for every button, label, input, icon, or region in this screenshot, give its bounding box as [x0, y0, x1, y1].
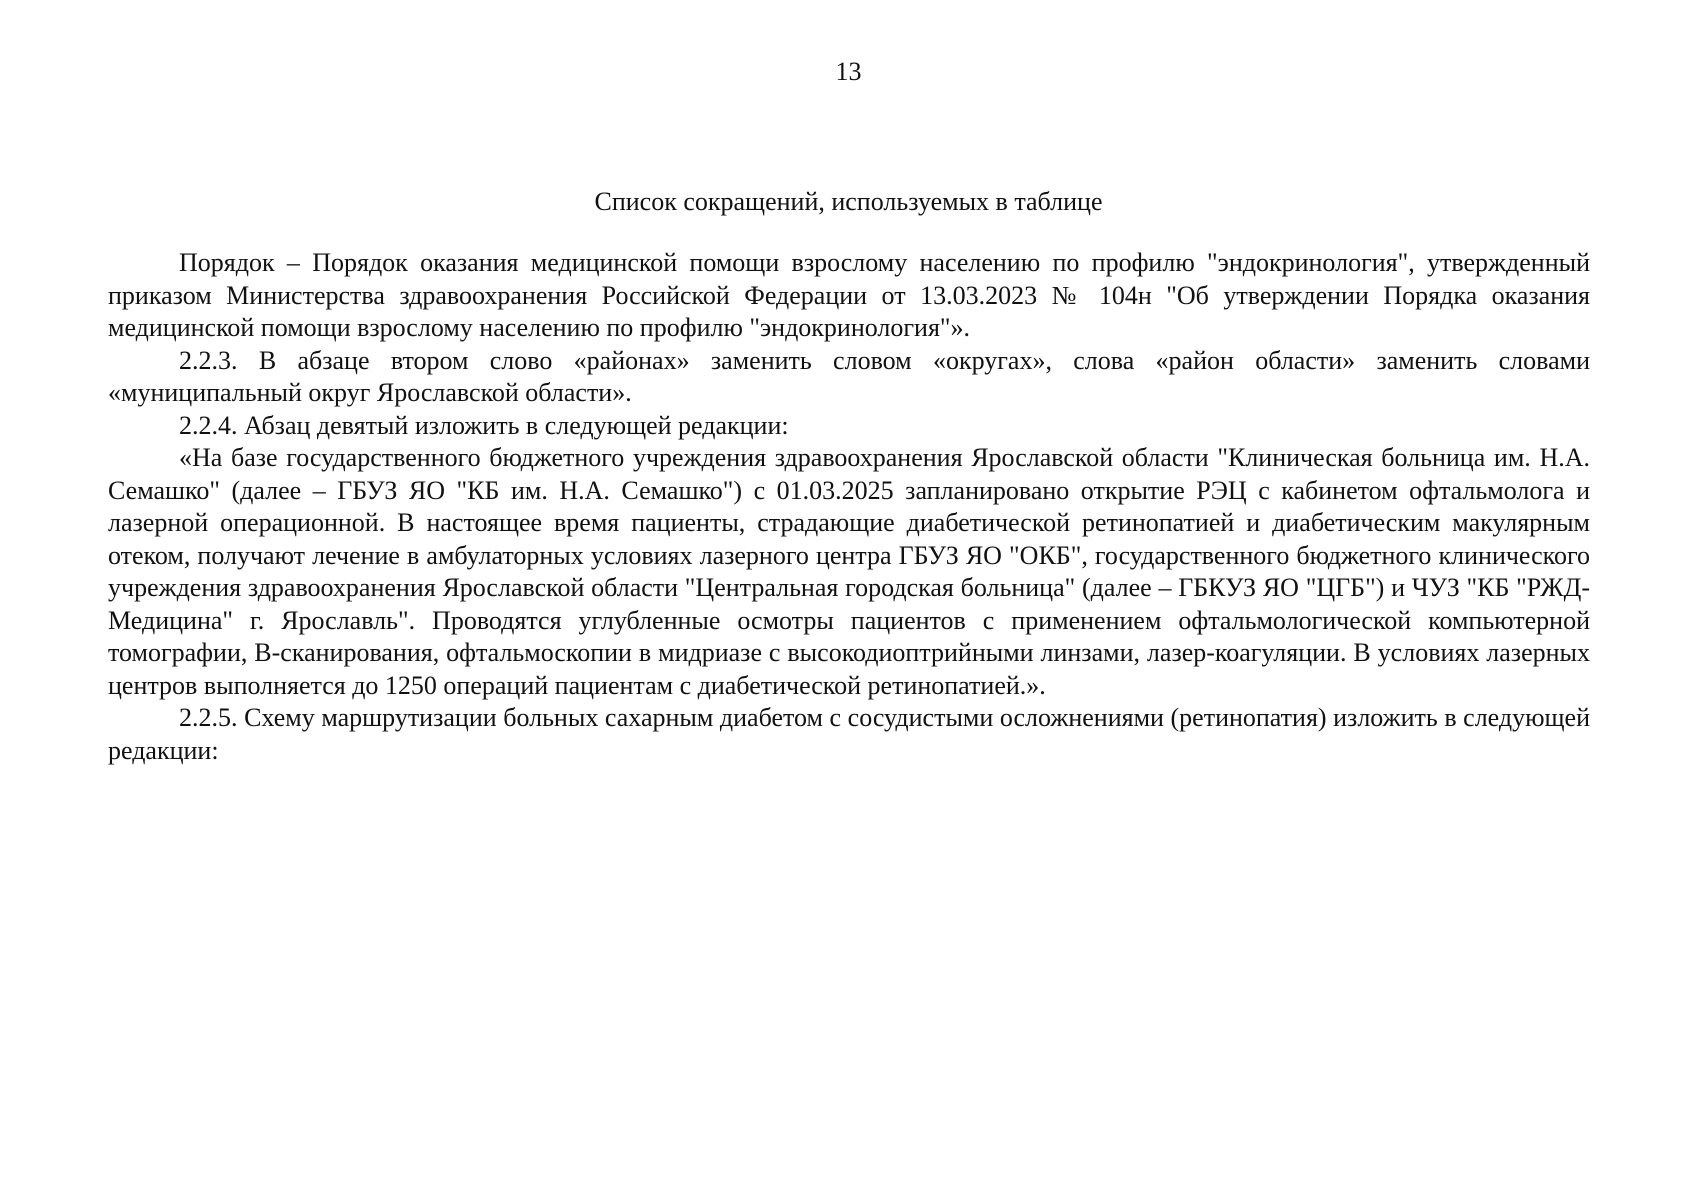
- paragraph-quoted-text: «На базе государственного бюджетного учреждения здравоохранения Ярославской области "Клиническая больница им. Н.А. Семашко" (далее – ГБУЗ ЯО "КБ им. Н.А. Семашко") с 01.03.2025 запланировано открытие РЭЦ с кабинетом офтальмолога и лазерной операционной. В настоящее время пациенты, страдающие диабетической ретинопатией и диабетическим макулярным отеком, получают лечение в амбулаторных условиях лазерного центра ГБУЗ ЯО "ОКБ", государственного бюджетного клинического учреждения здравоохранения Ярославской области "Центральная городская больница" (далее – ГБКУЗ ЯО "ЦГБ") и ЧУЗ "КБ "РЖД-Медицина" г. Ярославль". Проводятся углубленные осмотры пациентов с применением офтальмологической компьютерной томографии, В-сканирования, офтальмоскопии в мидриазе с высокодиоптрийными линзами, лазер-коагуляции. В условиях лазерных центров выполняется до 1250 операций пациентам с диабетической ретинопатией.».: [108, 443, 1590, 700]
- paragraph-2-2-3: 2.2.3. В абзаце втором слово «районах» заменить словом «округах», слова «район области» заменить словами «муниципальный округ Ярославской области».: [108, 345, 1590, 407]
- paragraph-2-2-4: 2.2.4. Абзац девятый изложить в следующей редакции:: [179, 410, 789, 440]
- paragraph-2-2-5: 2.2.5. Схему маршрутизации больных сахарным диабетом с сосудистыми осложнениями (ретинопатия) изложить в следующей редакции:: [108, 703, 1590, 765]
- document-body: [108, 247, 1590, 767]
- abbreviations-heading: Список сокращений, используемых в таблице: [594, 187, 1103, 216]
- paragraph-abbreviation-poryadok: Порядок – Порядок оказания медицинской помощи взрослому населению по профилю "эндокринология", утвержденный приказом Министерства здравоохранения Российской Федерации от 13.03.2023 № 104н "Об утверждении Порядка оказания медицинской помощи взрослому населению по профилю "эндокринология"».: [108, 248, 1590, 342]
- page-number: 13: [835, 57, 862, 86]
